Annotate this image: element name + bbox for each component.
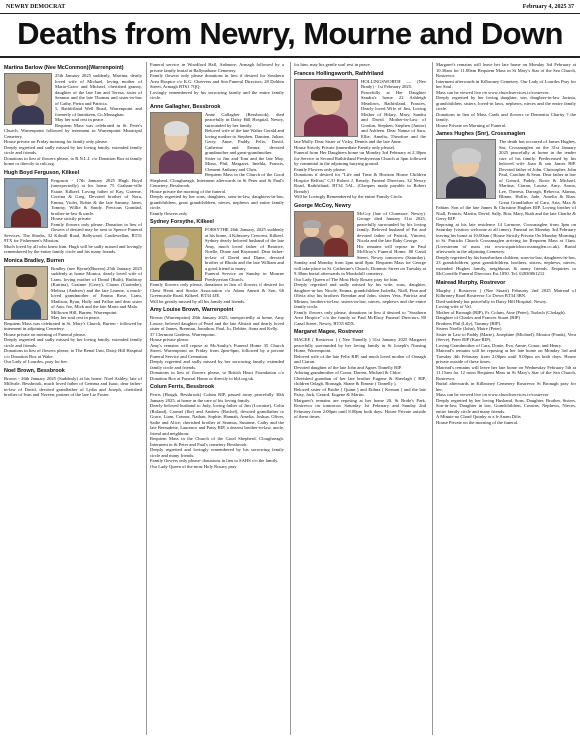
notice-paragraph: Margaret's remains are reposing at her home 20, St Bride's Park, Rostrevor on tomorrow Saturday 1st February and Sunday 2nd February from 2:00pm until 8.00pm both days. House Private outside of these times. xyxy=(294,397,426,419)
notice-paragraph: Our Lady Queen of The Most Holy Rosary pray for him. xyxy=(294,276,399,282)
notice-paragraph: Margaret's remains will leave her late home on Monday 3rd February at 10.30am for 11.00am Requiem Mass in St Mary's Star of the Sea Church, Rostrevor. xyxy=(436,62,576,78)
notice-paragraph: Our Lady Queen of the most Holy Rosary pray xyxy=(150,463,237,469)
obituary-notice xyxy=(436,280,576,426)
notice-paragraph: Died suddenly but peacefully in Daisy Hill Hospital, Newry. xyxy=(436,298,548,304)
notice-heading: Frances Hollingsworth, Rathfriland xyxy=(294,70,384,77)
notice-paragraph: House private on Friday morning for family only please. xyxy=(4,139,108,144)
notice-paragraph: 37 Clermont Gardens, Warrenpoint. xyxy=(150,331,216,337)
notice-paragraph: Brothers Phil (Lily), Tommy (RIP). xyxy=(436,320,502,326)
notice-paragraph: Deeply regretted and lovingly remembered by his sorrowing family circle and many friends. xyxy=(150,447,284,458)
obituary-notice xyxy=(150,62,284,101)
portrait-photo-icon xyxy=(4,73,52,125)
notice-paragraph: House private on morning of Funeral please. xyxy=(4,331,87,337)
couple-photo-icon xyxy=(294,211,354,257)
notice-heading: Mairead Murphy, Rostrevor xyxy=(436,279,506,286)
notice-paragraph: Beloved sister of Bridie ( Quinn ) and Eithna ( Keenan ) and the late Patsy, Jack, Gerard, Eugene & Martin. xyxy=(294,386,426,397)
notice-paragraph: Will be Lovingly Remembered by the entire Family Circle. xyxy=(294,194,403,199)
notice-paragraph: Family flowers only please. Donation in lieu of flowers if desired may be sent to Spence Funeral Services, The Shrubs, 32 Kilmill Road, Ballyward, Castlewellan, BT31 9TX for Fishermen's Mission. xyxy=(4,221,142,243)
notice-paragraph: Will be greatly missed by all his family and friends. xyxy=(150,298,246,304)
notice-paragraph: Family flowers only please- donations in lieu to SAHS c/o the family. xyxy=(150,458,279,463)
notice-paragraph: Beloved wife of the late Felix RIP, and much loved mother of Oonagh and Ciaran. xyxy=(294,353,426,364)
notice-paragraph: Bradley (nee Byrne)(Burren) 25th January 2025 suddenly at home Monica, dearly loved wife of Liam, loving mother of Donal (Ruth), Ruthiray (Katrina), Grainne (Gerry), Ciaran (Caoimhe), Melissa (Andrew) and the late Leanne, a much-loved grandmother of Emma Rose, Liam, Madison, Ryan, Holly and Fallon and dear sister of Ann, Joe, Mick and the late Marie and Malo. xyxy=(51,265,142,309)
notice-paragraph: Requiem Mass in the Church of the Good Shepherd, Cloughreagh. Interment in St Peter and Paul's cemetery Bessbrook. xyxy=(150,436,284,447)
headline-rule xyxy=(0,56,580,58)
masthead-date-page: February 4, 2025 37 xyxy=(522,3,574,10)
notice-paragraph: Deeply regretted by her sons, daughters, sons-in-law, daughters-in-law, grandchildren, great grandchildren, nieces, nephews and entire family circle. xyxy=(150,194,284,210)
notice-heading: Martina Barlow (Nee McConmon)(Warrenpoint) xyxy=(4,65,124,71)
notice-paragraph: Family flowers only please, donations in lieu of flowers if desired for Chest Heart and Stroke Association c/o Adam Annett & Son, 66 Greencastle Road, Kilkeel, BT34 4JE. xyxy=(150,282,284,298)
notice-paragraph: Donations in lieu of flowers please, to R.N.L.I. c/o Donation Box at family home or directly to rnli.org. xyxy=(4,155,142,166)
portrait-photo-icon xyxy=(4,266,48,320)
obituary-notice xyxy=(294,71,426,200)
notice-paragraph: Deeply regretted by her loving Husband, Sons, Daughter, Brother, Sisters, Son-in-law, Daughter in law, Grandchildren, Cousins, Nephews, Nieces, entire family circle and many friends. xyxy=(436,397,576,414)
notice-paragraph: Lovingly remembered by his sorrowing family and the entire family circle. xyxy=(150,89,284,100)
notice-paragraph: Sister in Law to Paddy (Marie), Josephine (Michael), Monica (Frank), Vera (Steve), Peter RIP (Kate RIP). xyxy=(436,331,576,342)
notice-paragraph: Daughter of Charles and Frances Stuart (RIP) xyxy=(436,315,520,320)
obituary-notice xyxy=(4,170,142,255)
notice-paragraph: Mairead's remains will leave her late home on Wednesday February 5th at 11.15am for 12 noon Requiem Mass in St Mary's Star of the Sea Church, Rostrevor. xyxy=(436,364,576,381)
notice-paragraph: Donations in lieu of flowers please, to British Heart Foundation c/o Donation Box at Funeral Home or directly to bhf.org.uk. xyxy=(150,370,284,381)
notice-paragraph: House Private on Morning of Funeral. xyxy=(436,122,507,128)
obituary-notice xyxy=(4,368,142,398)
notice-paragraph: May her soul rest in peace. xyxy=(55,117,105,122)
notice-paragraph: Adoring grandmother of Conor, Darren, Michael & Chloe. xyxy=(294,370,402,375)
notice-paragraph: Sisters Noelle (John), Maire (Peter) xyxy=(436,326,502,331)
obituary-notice xyxy=(294,62,426,68)
notice-paragraph: House Strictly Private (immediate Family only please). xyxy=(294,144,396,150)
notice-paragraph: Requiem Mass in the Church of the Good Shepherd, Cloughreagh. Interment afterwards in St Peter and St Paul's Cemetery, Bessbrook. xyxy=(150,172,284,188)
notice-heading: Margaret Magee, Rostrevor xyxy=(294,329,364,335)
obituary-notice xyxy=(4,258,142,365)
notice-paragraph: Brown (Warrenpoint) 28th January 2025, unexpectedly at home, Amy Louise, beloved daughter of Pearl and the late Alistair and dearly loved sister of James, Brennan, Jonathon, Paul, Jo, Debbie, Anna and Kelly. xyxy=(150,315,284,331)
notice-heading: Noel Brown, Bessbrook xyxy=(4,367,65,374)
notice-heading: Hugh Boyd Ferguson, Kilkeel xyxy=(4,169,80,176)
obituary-notice xyxy=(294,329,426,420)
notice-paragraph: Deeply regretted by her loving daughter, son, daughter-in-law Jacinta, grandchildren, sisters, loved-in laws, nephews, nieces and the entire family circle. xyxy=(436,95,576,111)
notice-paragraph: Anne Gallagher (Bessbrook), died peacefully in Daisy Hill Hospital, Newry, surrounded by her family. xyxy=(205,111,284,128)
portrait-photo-icon xyxy=(294,79,358,137)
notice-paragraph: The death has occurred of James Hughes, Snr, Crossmaglen on the 31st January 2025 peacefully at home in the tender care of his family. Predeceased by his beloved wife Joan & son James RIP. Devoted father of John, Christopher, John Paul, Caroline & Sean. Dear father in law of Gerard, Paddy, Rosie & Michael, Martina, Ciaran, Louise, Amy, Aaron, Lee, Theresa, Darragh, Rebecca, Alanna, Blinne, Hollie, Jade, Amelia & Rian. Great Grandfather of Cara, Aria, Max & Fabian. Son of the late James & Christine Hughes RIP. Loving brother of Niall, Francis, Martin, David, Sally, Rita, Mary, Ruth and the late Charlie & Gerry RIP. xyxy=(436,139,576,221)
notice-paragraph: Family Flowers only please. xyxy=(294,166,347,172)
notice-paragraph: Loving Grandmother of Cara, Donie, Eva, Annie, Conor, and Henry. xyxy=(436,342,562,348)
notice-paragraph: House private the morning of the funeral. xyxy=(150,188,227,194)
column-4 xyxy=(432,62,576,735)
notice-paragraph: Our Lady of Lourdes, pray for her. xyxy=(4,359,68,364)
notice-paragraph: Brown - 26th January 2025 (Suddenly) at his home. Noel Ashley, late of Millvale, Bessbrook, much loved father of Gemma and Isaac, dear father-in-law of David, devoted grandfather of Lydia and Joseph, cherished brother of Ivan and Noreen, partner of the late Liz Foster. xyxy=(4,375,142,397)
portrait-photo-icon xyxy=(150,112,202,174)
notice-paragraph: Mass can be viewed live on www.churchservices.tv/rostrevor. xyxy=(436,89,550,95)
notice-paragraph: Donations if desired for "Life and Time & Horizon House Children Hospice Belfast" C/O Robert J. Bready, Funeral Directors, 32 Newry Road, Rathfriland, BT34 5AL. (Cheques made payable to Robert Bready) xyxy=(294,172,426,194)
notice-paragraph: Burial afterwards in Kilbroney Cemetery Rostrevor St Bronagh pray for her. xyxy=(436,381,576,392)
notice-paragraph: House private please. xyxy=(150,337,190,342)
obituary-notice xyxy=(436,62,576,128)
notice-paragraph: for him, may his gentle soul rest in peace. xyxy=(294,62,371,67)
notice-paragraph: Devoted daughter of the late John and Agnes Tinnelly RIP. xyxy=(294,364,402,370)
notice-paragraph: Family flowers only please donations in lieu if desired for Southern Area Hospice c/o K.G. Cheevers and Son Funeral Directors, 28 Dobbin Street, Armagh BT61 7QQ. xyxy=(150,73,284,89)
obituary-notice xyxy=(150,219,284,304)
page-headline: Deaths from Newry, Mourne and Down xyxy=(17,16,563,51)
obituary-notice xyxy=(150,307,284,381)
masthead xyxy=(0,0,580,14)
notice-paragraph: Deeply regretted and sadly missed by her loving family, extended family circle and friends. xyxy=(4,144,142,155)
notice-paragraph: May her soul rest in peace. xyxy=(51,315,101,320)
notice-paragraph: Loving wife of Val. xyxy=(436,304,472,309)
notice-heading: Amy Louise Brown, Warrenpoint xyxy=(150,307,234,313)
notice-paragraph: Interment afterwards in Kilbroney Cemetery. Our Lady of Lourdes Pray for her Soul. xyxy=(436,78,576,89)
notice-paragraph: Mairead's remains will be reposing at her late home on Monday 3rd and Tuesday 4th February from 2.00pm until 9.00pm on both days. House private outside of these times. xyxy=(436,348,576,364)
notice-paragraph: A Minute no Cloud Quinby ar a h-Anam Dilis xyxy=(436,414,521,419)
masthead-paper-name: NEWRY DEMOCRAT xyxy=(6,3,66,10)
notice-heading: Sydney Forsythe, Kilkeel xyxy=(150,219,214,225)
notice-paragraph: Family flowers only xyxy=(150,210,188,216)
notice-paragraph: McCoy (late of Clonmore, Newry). George died January 31st 2025, peacefully surrounded by his loving family. Beloved husband of Pat and devoted father of Patrick, Vincent, Nicola and the late Baby George. xyxy=(357,210,426,243)
notice-paragraph: Milltown Hill, Burren, Warrenpoint. xyxy=(51,309,118,315)
notice-paragraph: MAGEE ( Rostrevor ) ( Nee Tinnelly ) 31st January 2025 Margaret peacefully surrounded by her loving family in St Joseph's Nursing Home, Warrenpoint. xyxy=(294,337,426,353)
notice-paragraph: Cherished guardian of her late brother Eugene & Sheelagh ( RIP, children Orlagh, Bronagh, Shane & Eimear ( Tinnelly ). xyxy=(294,375,426,386)
notice-paragraph: Peacefully at Her Daughter Sandra's home 22 Ashleigh Meadows, Rathfriland. Frances, Dearly loved Wife of Jim, Loving Mother of Hilary, Mary, Sandra and David. Mother-in-Law of Gordon, Stephen, Stephen (Junior) and Ashleen. Dear Nanna of Sara, Ellie, Amelia, Theodore and the late Molly. Dear Sister of Vicky, Dennis and the late Anne. xyxy=(294,89,426,144)
notice-paragraph: Family flowers only please, donations in lieu if desired to "Southern Area Hospice" c/o the family or Paul McElroy Funeral Directors, 80 Canal Street, Newry, BT35 6DX. xyxy=(294,309,426,326)
notice-paragraph: House strictly private. xyxy=(51,216,92,221)
notice-paragraph: Mother of Bronagh (RIP), Fr. Colum, Aine (Peter), Turlach (Clodagh). xyxy=(436,309,566,315)
notice-heading: Monica Bradley, Burren xyxy=(4,257,65,264)
notice-paragraph: Deeply regretted by his heartbroken children, sons-in-law, daughters-in-law, 23 grandchildren, great grandchildren, brothers, sisters, nephews, nieces, extended Hughes family, neighbours & many friends. Enquiries to McConville Funeral Directors Est.1850. Tel: 02830861212 xyxy=(436,254,576,276)
notice-paragraph: Beloved wife of the late Walter Gerald and loving mother to Stephen, Damien, Julian, Gerry, Anne, Paddy, Felix, David, Catherine and Emma; devoted grandmother and great-grandmother. xyxy=(205,128,284,155)
notice-paragraph: FORSYTHE 26th January, 2025 suddenly at his home, 4 Kilmorey Crescent, Kilkeel. Sydney dearly beloved husband of the late Amy, much loved father of Beatrice, Noelle, Diane and Raymond. Dear father-in-law of David and Diane, devoted brother of Rhoda and the late William and a good friend to many. xyxy=(205,227,284,271)
portrait-photo-icon xyxy=(150,227,202,281)
notice-paragraph: 5, Rathfriland Well Road, Warrenpoint and formerly of Inniskeen, Co.Monaghan. xyxy=(55,106,142,117)
portrait-photo-icon xyxy=(436,139,496,199)
notice-paragraph: Ferris (Hough, Bessbrook) Colum RIP, passed away peacefully 30th January 2025, at home in the care of his loving family. xyxy=(150,392,284,403)
notice-paragraph: Requiem Mass was celebrated in St. Mary's Church, Burren - followed by interment in adjoining Cemetery. xyxy=(4,320,142,331)
notice-paragraph: House Private on the morning of the funeral. xyxy=(436,419,519,425)
notice-paragraph: Deeply regretted and sadly missed by his wife, sons, daughter, daughter-in-law Nicole, Emma, grandchildren Isobella, Niall, Finn and Olivia also his brothers Brendan and John, sisters Vera, Patricia and Miriam, brothers-in-law, sisters-in-law, nieces, nephews and the entire family circle. xyxy=(294,282,426,309)
notice-paragraph: Funeral from Her Daughters home on Monday 3rd February at 2.30pm for Service in Second Rathfriland Presbyterian Church at 3pm followed by committal in the adjoining burying ground. xyxy=(294,150,426,166)
obituary-notice xyxy=(436,131,576,277)
notice-paragraph: HOLLINGSWORTH — (Nee Brady) - 1st February 2025. xyxy=(361,78,426,89)
notice-paragraph: Deeply regretted and sadly missed by her sorrowing family, extended family circle and friends. xyxy=(150,359,284,370)
notice-heading: Anne Gallagher, Bessbrook xyxy=(150,103,221,110)
notice-paragraph: Amy's remains will repose at McAnulty's Funeral Home 35 Church Street, Warrenpoint on Friday from 2pm-6pm, followed by a private Funeral Service and Cremation. xyxy=(150,342,284,359)
column-1 xyxy=(4,62,142,735)
notice-paragraph: Funeral service in Woodford Hall, Ardmore, Armagh followed by a private family burial at Ballynahone Cemetery. xyxy=(150,62,284,73)
notice-paragraph: Ferguson - 17th January 2025 Hugh Boyd (unexpectedly) at his home 75 Graham-ville Estate, Kilkeel. Loving father of Kay, Graeme, Corrina & Greg. Devoted brother of Nora, Emma, Violet, Robin & the late Sammy, Janet, Tommy, Willie & Sandy. Precious Grandad, brother-in-law & uncle. xyxy=(51,177,142,216)
notice-heading: Colum Ferris, Bessbrook xyxy=(150,384,215,390)
obituary-notice xyxy=(150,384,284,469)
obituary-notice xyxy=(4,65,142,167)
notice-paragraph: Reposing at his late residence 14 Larmore, Crossmaglen from 3pm on Saturday (visitors welcome at all times). Funeral on Monday 3rd February leaving his home at 10:00am ( House Strictly Private On Monday Morning) to St. Patricks Church Crossmaglen arriving for Requiem Mass at 11am. (Livestream of mass via www.stpatrickscrossmaglen.co.uk). Burial afterwards in the adjoining Cemetery. xyxy=(436,221,576,254)
column-3 xyxy=(290,62,426,735)
obituary-notice xyxy=(150,104,284,217)
notice-paragraph: Requiem Mass was celebrated in St. Peter's Church, Warrenpoint followed by interment in Warrenpoint Municipal Cemetery. xyxy=(4,122,142,139)
notice-heading: James Hughes (Snr), Crossmaglen xyxy=(436,131,526,137)
notice-heading: George McCoy, Newry xyxy=(294,202,351,209)
portrait-photo-icon xyxy=(4,178,48,228)
notice-paragraph: Donations in lieu of flowers please, to The Renal Unit, Daisy Hill Hospital c/o Donation Box at Wake. xyxy=(4,348,142,359)
notice-paragraph: Murphy ( Rostrevor ) (Nee Stuart) February 2nd 2025 Mairead of Kilbroney Road Rostrevor Co Down BT34 3BN. xyxy=(436,287,576,298)
notice-paragraph: Deeply regretted and sadly missed by her loving family, extended family circle and friends. xyxy=(4,337,142,348)
notice-paragraph: Mass can be viewed live on www.churchservices.tv/rostrevor xyxy=(436,392,549,397)
obituary-notice xyxy=(294,203,426,327)
notice-paragraph: His remains will repose in Paul McElroy's Funeral Home, 80 Canal Street, Newry tomorrow (Saturday), Sunday and Monday from 2pm until 8pm. Requiem Mass for George will take place in St. Catherine's Church, Dominic Street on Tuesday at 9.30am burial afterwards in Monkshill cemetery. xyxy=(294,243,426,276)
column-2 xyxy=(146,62,284,735)
notice-paragraph: Donations in lieu of Mass Cards and flowers to Dementia Charity ? the family. xyxy=(436,111,576,122)
notice-paragraph: Dearly beloved husband to Judy, loving father of Jim (Lorraine), Colin (Roland), Carmel (Ike) and Andrew (Rachel), devoted grandfather to Grace, Liam, Connor, Nathan, Sophie, Hannah, Amelia, Joshua, Oliver, Sadie and Alice; cherished brother of Seamus, Susanne, Cathy and the late Bernadette, Laurence and Patsy RIP, a dearest brother-in-law, uncle, friend and neighbour. xyxy=(150,403,284,436)
notice-paragraph: Funeral Service on Sunday in Mourne Presbyterian Church. xyxy=(205,271,284,282)
notice-paragraph: 25th January 2025 suddenly, Martina, dearly loved wife of Michael, loving mother of Maria-Grace and Michael, cherished granny, daughter of the late Jim and Teresa, sister of Seamus and the late Thomas and sister-in-law of Cathy, Pietra and Patricia. xyxy=(55,73,142,106)
notice-paragraph: Much loved by all who knew him. Hugh will be sadly missed and lovingly remembered by the entire family circle and his many friends. xyxy=(4,243,142,254)
notice-paragraph: Sister to Jim and Tom and the late May, Mona, Phil, Margaret, Imelda, Francis, Clement Anthony and Chris. xyxy=(205,155,284,172)
